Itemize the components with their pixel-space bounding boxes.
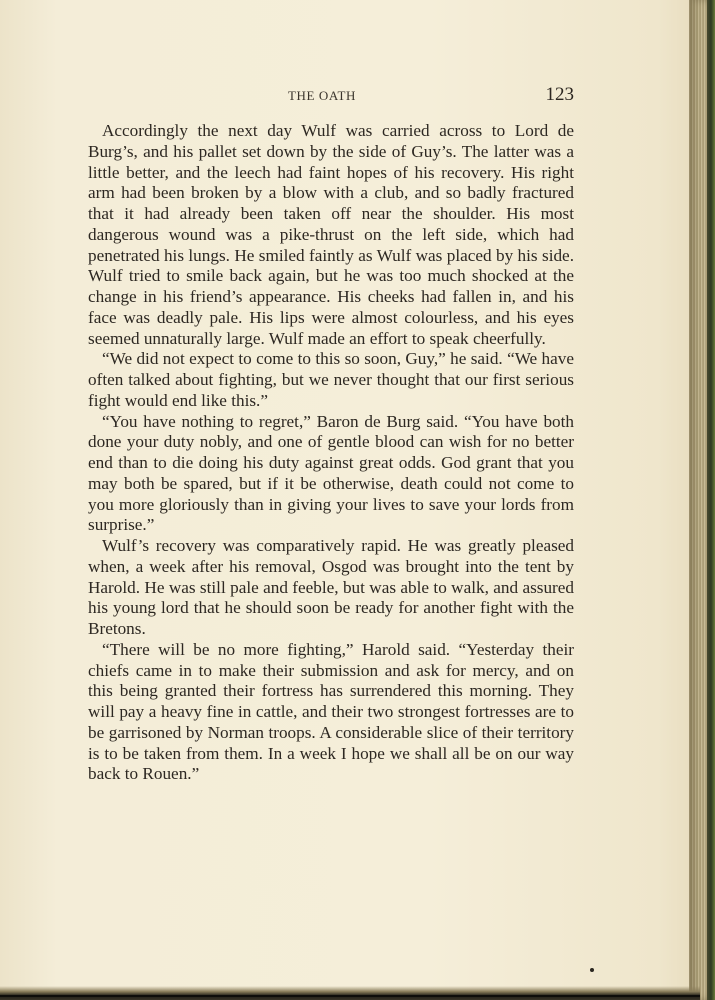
body-text <box>88 121 574 785</box>
ink-speck <box>590 968 594 972</box>
book-cover-edge <box>707 0 715 1000</box>
page-number: 123 <box>545 84 574 105</box>
page-edges <box>689 0 715 1000</box>
paragraph: Accordingly the next day Wulf was carried across to Lord de Burg’s, and his pallet set down by the side of Guy’s. The latter was a little better, and the leech had faint hopes of his recovery. His right arm had been broken by a blow with a club, and so badly fractured that it had already been taken off near the shoulder. His most dangerous wound was a pike-thrust on the left side, which had penetrated his lungs. He smiled faintly as Wulf was placed by his side. Wulf tried to smile back again, but he was too much shocked at the change in his friend’s appearance. His cheeks had fallen in, and his face was deadly pale. His lips were almost colourless, and his eyes seemed unnaturally large. Wulf made an effort to speak cheerfully. <box>88 121 574 348</box>
page-header <box>88 84 574 108</box>
bottom-page-edge <box>0 986 700 1000</box>
paragraph: “You have nothing to regret,” Baron de Burg said. “You have both done your duty nobly, and one of gentle blood can wish for no better end than to die doing his duty against great odds. God grant that you may both be spared, but if it be otherwise, death could not come to you more gloriously than in giving your lives to save your lords from surprise.” <box>88 411 574 535</box>
running-head: THE OATH <box>288 88 356 103</box>
paragraph: “We did not expect to come to this so soon, Guy,” he said. “We have often talked about fighting, but we never thought that our first serious fight would end like this.” <box>88 349 574 410</box>
paragraph: “There will be no more fighting,” Harold said. “Yesterday their chiefs came in to make their submission and ask for mercy, and on this being granted their fortress has surrendered this morning. They will pay a heavy fine in cattle, and their two strongest fortresses are to be garrisoned by Norman troops. A considerable slice of their territory is to be taken from them. In a week I hope we shall all be on our way back to Rouen.” <box>88 639 574 784</box>
paragraph: Wulf’s recovery was comparatively rapid. He was greatly pleased when, a week after his removal, Osgod was brought into the tent by Harold. He was still pale and feeble, but was able to walk, and assured his young lord that he should soon be ready for another fight with the Bretons. <box>88 536 574 638</box>
